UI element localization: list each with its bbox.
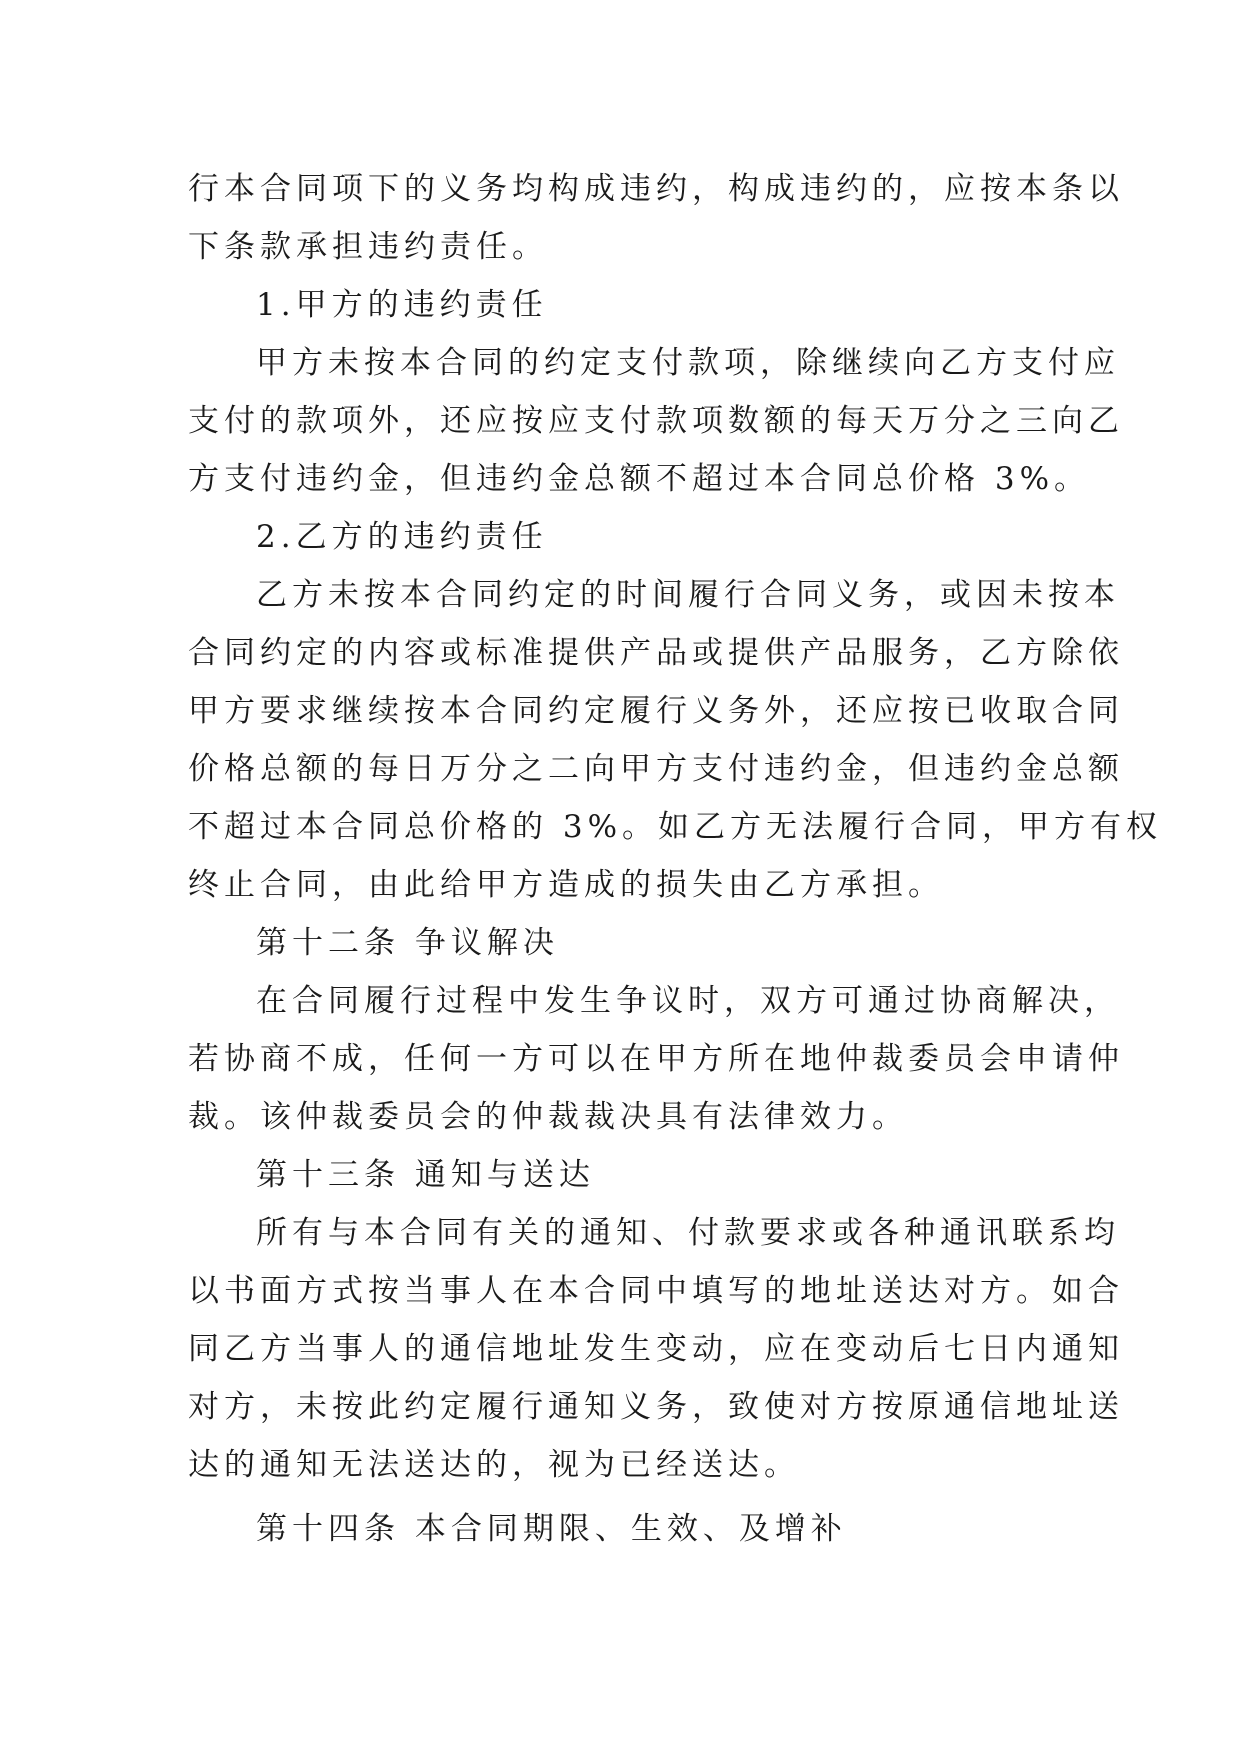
- paragraph-line: 下条款承担违约责任。: [188, 229, 548, 265]
- paragraph-line: 合同约定的内容或标准提供产品或提供产品服务，乙方除依: [188, 635, 1124, 671]
- article-heading: 第十三条 通知与送达: [256, 1157, 595, 1193]
- paragraph-line: 所有与本合同有关的通知、付款要求或各种通讯联系均: [256, 1215, 1120, 1251]
- article-heading: 第十二条 争议解决: [256, 925, 559, 961]
- paragraph-line: 价格总额的每日万分之二向甲方支付违约金，但违约金总额: [188, 751, 1124, 787]
- paragraph-line: 方支付违约金，但违约金总额不超过本合同总价格 3%。: [188, 461, 1091, 497]
- document-body: [188, 160, 1163, 1558]
- article-heading: 第十四条 本合同期限、生效、及增补: [256, 1511, 847, 1547]
- paragraph-line: 甲方未按本合同的约定支付款项，除继续向乙方支付应: [256, 345, 1120, 381]
- paragraph-line: 行本合同项下的义务均构成违约，构成违约的，应按本条以: [188, 171, 1124, 207]
- subsection-heading: 1.甲方的违约责任: [256, 287, 548, 323]
- paragraph-line: 同乙方当事人的通信地址发生变动，应在变动后七日内通知: [188, 1331, 1124, 1367]
- paragraph-line: 对方，未按此约定履行通知义务，致使对方按原通信地址送: [188, 1389, 1124, 1425]
- paragraph-line: 若协商不成，任何一方可以在甲方所在地仲裁委员会申请仲: [188, 1041, 1124, 1077]
- paragraph-line: 甲方要求继续按本合同约定履行义务外，还应按已收取合同: [188, 693, 1124, 729]
- paragraph-line: 裁。该仲裁委员会的仲裁裁决具有法律效力。: [188, 1099, 908, 1135]
- paragraph-line: 以书面方式按当事人在本合同中填写的地址送达对方。如合: [188, 1273, 1124, 1309]
- paragraph-line: 支付的款项外，还应按应支付款项数额的每天万分之三向乙: [188, 403, 1124, 439]
- paragraph-line: 终止合同，由此给甲方造成的损失由乙方承担。: [188, 867, 944, 903]
- paragraph-line: 在合同履行过程中发生争议时，双方可通过协商解决，: [256, 983, 1120, 1019]
- paragraph-line: 不超过本合同总价格的 3%。如乙方无法履行合同，甲方有权: [188, 809, 1163, 845]
- paragraph-line: 乙方未按本合同约定的时间履行合同义务，或因未按本: [256, 577, 1120, 613]
- subsection-heading: 2.乙方的违约责任: [256, 519, 548, 555]
- paragraph-line: 达的通知无法送达的，视为已经送达。: [188, 1447, 800, 1483]
